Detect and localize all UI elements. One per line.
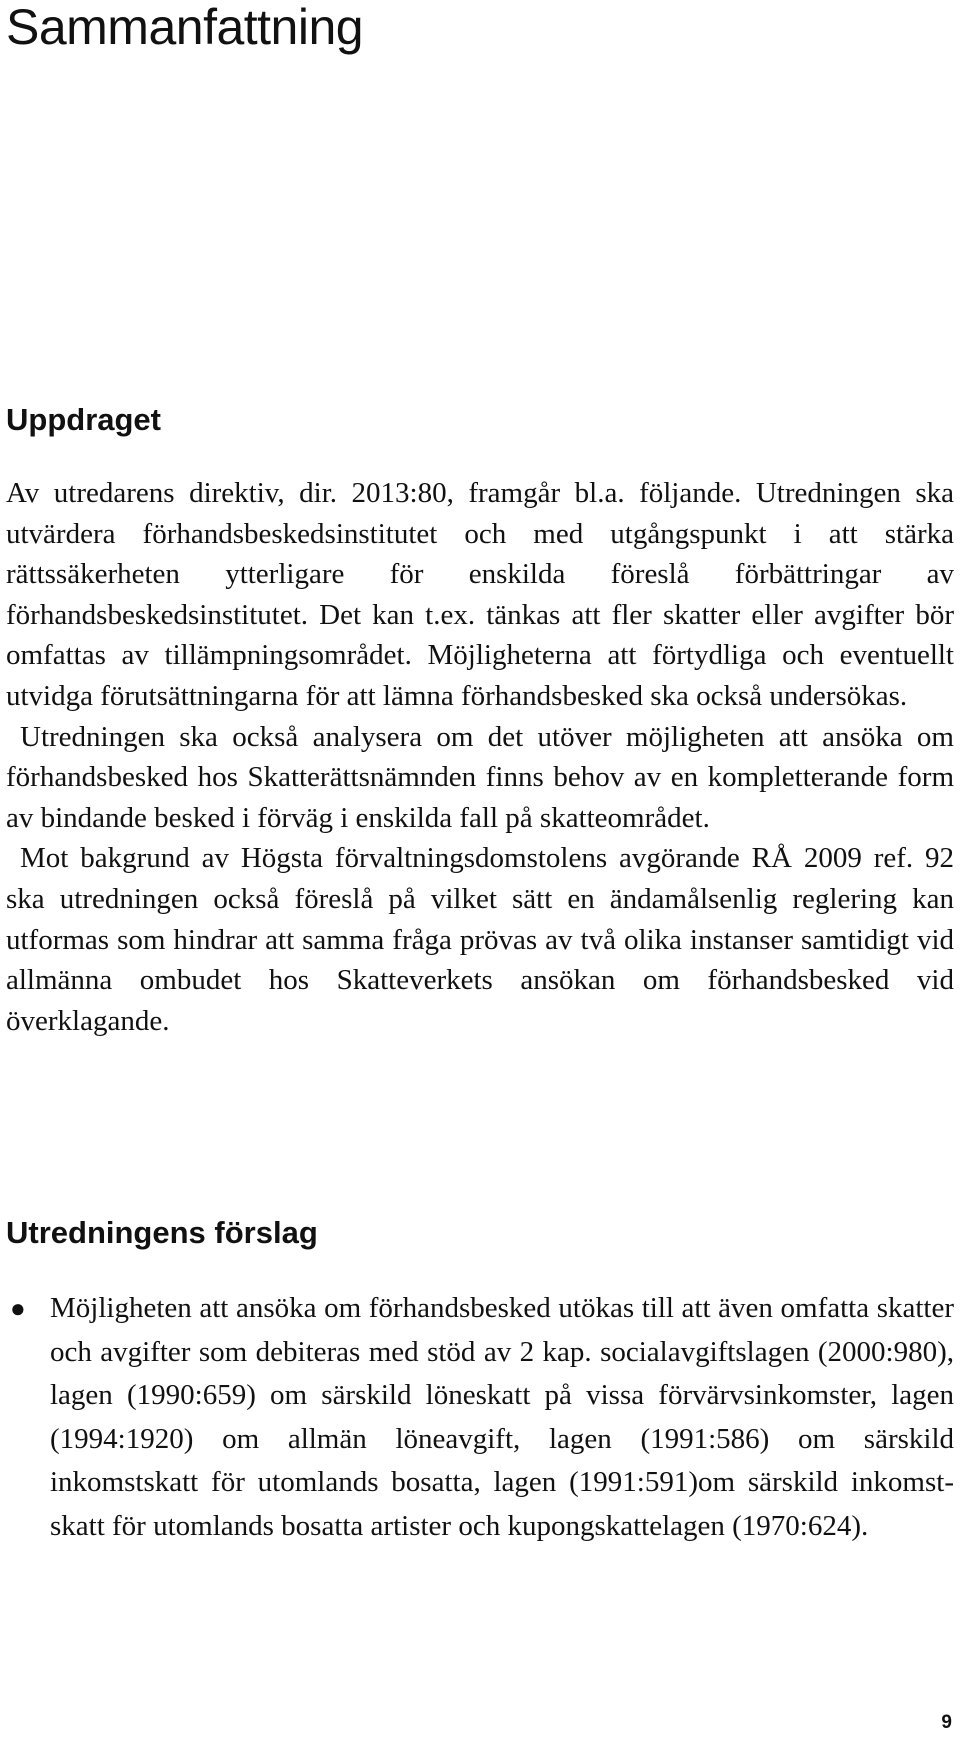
list-item-text: Möjligheten att ansöka om förhandsbesked utökas till att även omfatta skatter och avgifter som debiteras med stöd av 2 kap. socialavgiftslagen (2000:980), lagen (1990:659) om särskild löneskatt på vissa förvärvsinkomster, lagen (1994:1920) om allmän löneavgift, lagen (1991:586) om särskild inkomstskatt för utomlands bosatta, lagen (1991:591)om särskild inkomstskatt för utomlands bosatta artister och kupongskattelagen (1970:624). [50,1292,954,1542]
page-number: 9 [941,1712,952,1733]
list-item [6,1287,954,1548]
uppdraget-body [6,473,954,1041]
proposal-list [6,1287,954,1548]
section-heading-uppdraget: Uppdraget [6,402,161,437]
paragraph: Mot bakgrund av Högsta förvaltningsdomstolens avgörande RÅ 2009 ref. 92 ska utredningen också föreslå på vilket sätt en ändamålsenlig reglering kan utformas som hindrar att samma fråga prövas av två olika instanser samtidigt vid allmänna ombudet hos Skatteverkets ansökan om förhandsbesked vid överklagande. [6,842,954,1037]
paragraph: Av utredarens direktiv, dir. 2013:80, framgår bl.a. följande. Utredningen ska utvärdera förhandsbeskedsinstitutet och med utgångspunkt i att stärka rättssäkerheten ytterligare för enskilda föreslå förbättringar av förhandsbeskedsinstitutet. Det kan t.ex. tänkas att fler skatter eller avgifter bör omfattas av tillämpningsområdet. Möjligheterna att förtydliga och eventuellt utvidga förutsättningarna för att lämna förhandsbesked ska också undersökas. [6,477,954,712]
bullet-icon: ● [10,1294,26,1323]
paragraph: Utredningen ska också analysera om det utöver möjligheten att ansöka om förhandsbesked hos Skatterättsnämnden finns behov av en kompletterande form av bindande besked i förväg i enskilda fall på skatteområdet. [6,720,954,834]
page-title: Sammanfattning [6,0,364,55]
section-heading-forslag: Utredningens förslag [6,1215,318,1250]
